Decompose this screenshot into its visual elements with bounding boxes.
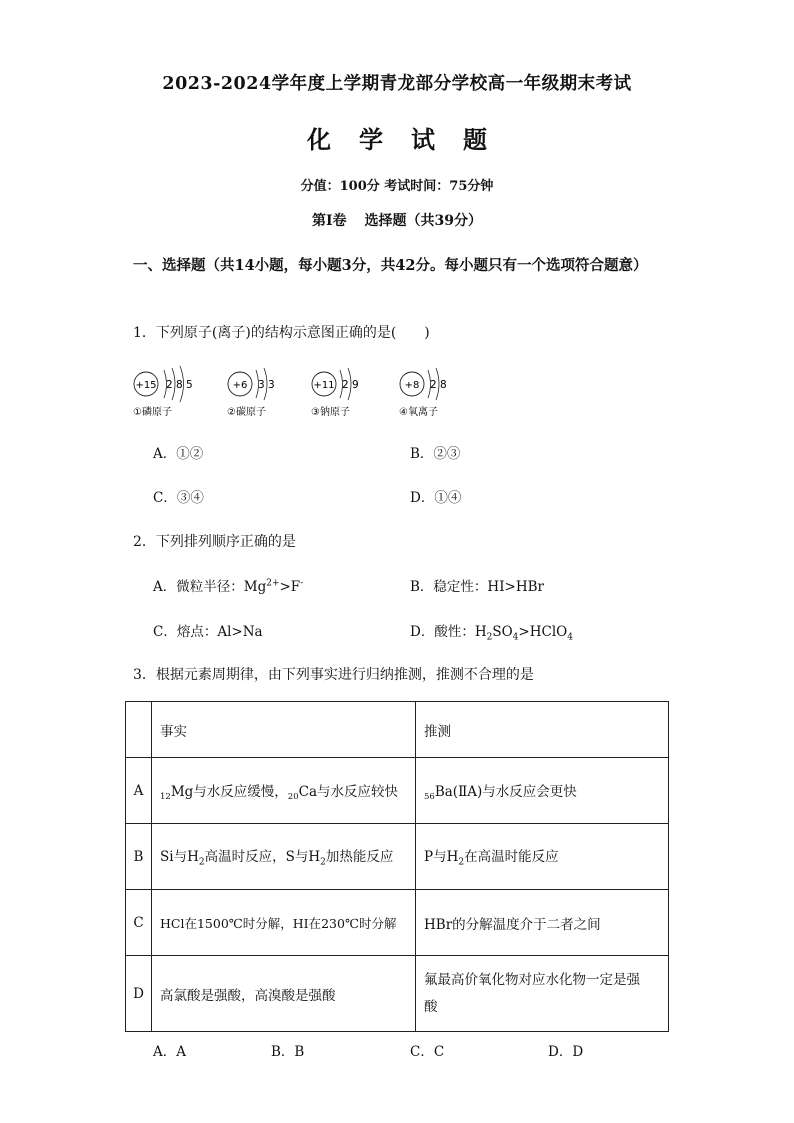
volume-name: 选择题（共39分）	[364, 213, 483, 229]
nucleus-label-3: +11	[313, 380, 335, 391]
atom-caption-2: ②碳原子	[227, 407, 266, 418]
table-row	[126, 758, 669, 824]
shell-electrons-4: 2 8	[430, 379, 447, 391]
q3-option-d[interactable]: D．D	[548, 1044, 584, 1060]
row-fact: $_{12}$Mg与水反应缓慢，$_{20}$Ca与水反应较快	[152, 758, 416, 824]
q1-option-c[interactable]: C．③④	[153, 490, 204, 506]
row-guess: $_{56}$Ba(ⅡA)与水反应会更快	[416, 758, 669, 824]
atom-diagram-2	[227, 368, 275, 418]
nucleus-label-2: +6	[232, 380, 248, 391]
q1-option-b[interactable]: B．②③	[410, 446, 461, 462]
row-key: B	[126, 824, 152, 890]
q2-option-c[interactable]: C．熔点：Al>Na	[153, 624, 263, 640]
header-guess: 推测	[416, 702, 669, 758]
row-guess: HBr的分解温度介于二者之间	[416, 890, 669, 956]
q1-option-d[interactable]: D．①④	[410, 490, 462, 506]
facts-table	[125, 701, 669, 1032]
table-row	[126, 890, 669, 956]
section-heading: 一、选择题（共14小题，每小题3分，共42分。每小题只有一个选项符合题意）	[133, 257, 648, 274]
row-guess: 氟最高价氧化物对应水化物一定是强 酸	[416, 956, 669, 1032]
atom-diagram-1	[133, 366, 193, 418]
q2-option-d[interactable]: D．酸性：$H_2SO_4>HClO_4$	[410, 624, 573, 643]
atom-structure-diagrams	[133, 364, 473, 424]
q2-option-a[interactable]: A．微粒半径：$Mg^{2+}>F^-$	[153, 578, 304, 595]
q2-option-b[interactable]: B．稳定性：HI>HBr	[410, 579, 544, 595]
shell-electrons-1: 2 8 5	[166, 379, 193, 391]
table-header-row	[126, 702, 669, 758]
row-fact: 高氯酸是强酸，高溴酸是强酸	[152, 956, 416, 1032]
atom-caption-1: ①磷原子	[133, 407, 172, 418]
atom-diagram-3	[311, 368, 359, 418]
atom-caption-3: ③钠原子	[311, 407, 350, 418]
nucleus-label-4: +8	[404, 380, 420, 391]
atom-diagram-4	[399, 368, 447, 418]
q2-stem: 2．下列排列顺序正确的是	[133, 534, 296, 550]
table-corner-cell	[126, 702, 152, 758]
row-key: D	[126, 956, 152, 1032]
q3-option-a[interactable]: A．A	[153, 1044, 186, 1060]
q1-stem: 1．下列原子(离子)的结构示意图正确的是( )	[133, 325, 430, 341]
q3-option-b[interactable]: B．B	[271, 1044, 305, 1060]
q3-stem: 3．根据元素周期律，由下列事实进行归纳推测，推测不合理的是	[133, 667, 534, 683]
header-fact: 事实	[152, 702, 416, 758]
shell-electrons-3: 2 9	[342, 379, 359, 391]
row-fact: Si与$H_2$高温时反应，S与$H_2$加热能反应	[152, 824, 416, 890]
row-guess: P与$H_2$在高温时能反应	[416, 824, 669, 890]
q1-option-a[interactable]: A．①②	[153, 446, 204, 462]
subject-title: 化学试题	[307, 125, 515, 154]
q3-option-c[interactable]: C．C	[410, 1044, 445, 1060]
table-row	[126, 824, 669, 890]
row-fact: HCl在1500℃时分解，HI在230℃时分解	[152, 890, 416, 956]
exam-meta: 分值：100分 考试时间：75分钟	[300, 179, 494, 194]
volume-label: 第Ⅰ卷	[311, 213, 347, 229]
table-row	[126, 956, 669, 1032]
exam-title: 2023-2024学年度上学期青龙部分学校高一年级期末考试	[162, 74, 632, 94]
volume-heading	[0, 210, 794, 230]
atom-caption-4: ④氧离子	[399, 407, 438, 418]
row-key: A	[126, 758, 152, 824]
nucleus-label-1: +15	[135, 380, 157, 391]
row-key: C	[126, 890, 152, 956]
shell-electrons-2: 3 3	[258, 379, 275, 391]
